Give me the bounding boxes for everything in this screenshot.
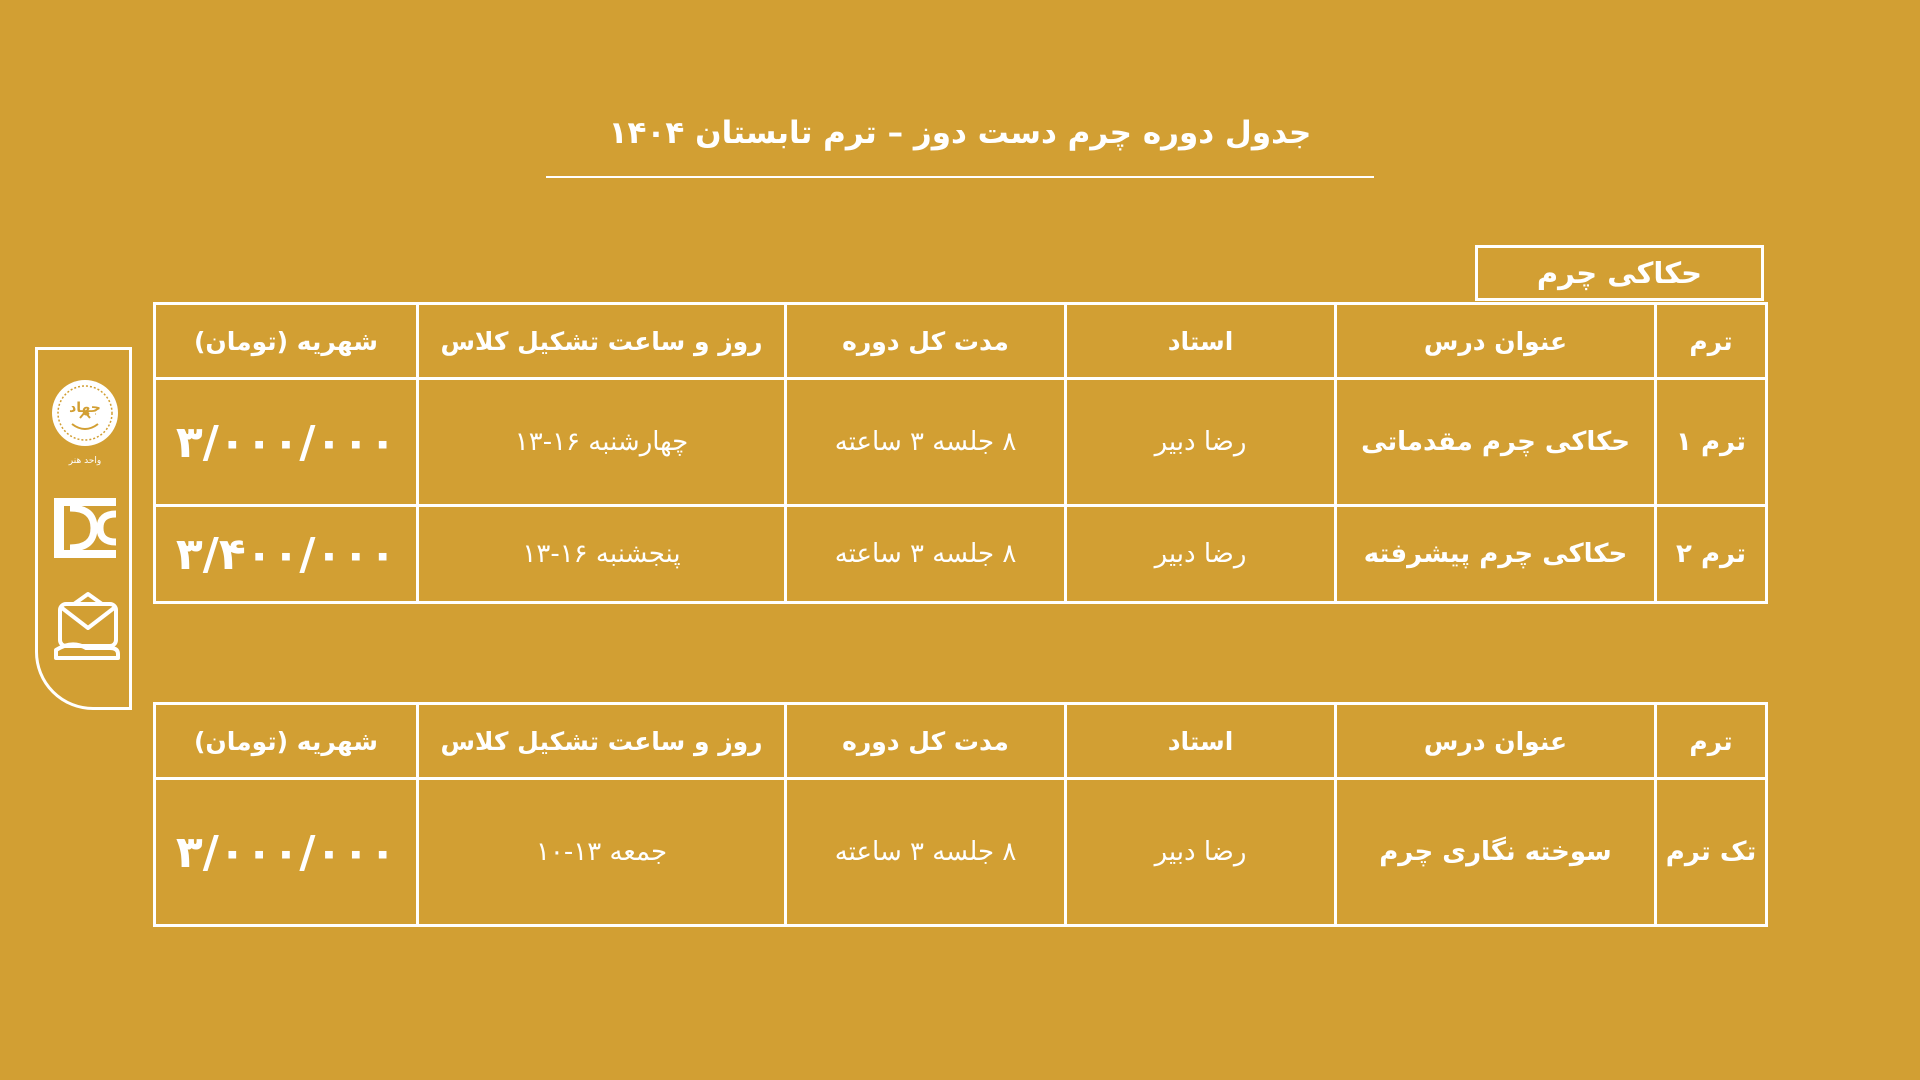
header-course-title: عنوان درس — [1336, 304, 1656, 379]
header-duration: مدت کل دوره — [786, 704, 1066, 779]
course-table-pyrography — [153, 702, 1768, 927]
cell-schedule: چهارشنبه ۱۶-۱۳ — [418, 379, 786, 506]
cell-instructor: رضا دبیر — [1066, 506, 1336, 603]
title-divider — [546, 176, 1374, 178]
page-title: جدول دوره چرم دست دوز – ترم تابستان ۱۴۰۴ — [608, 115, 1312, 151]
cell-schedule: جمعه ۱۳-۱۰ — [418, 779, 786, 926]
cell-instructor: رضا دبیر — [1066, 779, 1336, 926]
table-row — [155, 779, 1767, 926]
mail-hand-icon — [52, 590, 124, 662]
cell-fee: ۳/۰۰۰/۰۰۰ — [155, 379, 418, 506]
header-fee: شهریه (تومان) — [155, 304, 418, 379]
cell-duration: ۸ جلسه ۳ ساعته — [786, 506, 1066, 603]
table-header-row — [155, 704, 1767, 779]
header-term: ترم — [1656, 704, 1767, 779]
header-fee: شهریه (تومان) — [155, 704, 418, 779]
cell-term: تک ترم — [1656, 779, 1767, 926]
section-label: حکاکی چرم — [1475, 245, 1764, 301]
header-schedule: روز و ساعت تشکیل کلاس — [418, 704, 786, 779]
institute-logo-icon — [50, 494, 120, 562]
header-duration: مدت کل دوره — [786, 304, 1066, 379]
sidebar-logo-panel — [35, 347, 132, 710]
table-header-row — [155, 304, 1767, 379]
cell-duration: ۸ جلسه ۳ ساعته — [786, 379, 1066, 506]
cell-term: ترم ۱ — [1656, 379, 1767, 506]
cell-schedule: پنجشنبه ۱۶-۱۳ — [418, 506, 786, 603]
table-row — [155, 379, 1767, 506]
course-table-engraving — [153, 302, 1768, 604]
header-schedule: روز و ساعت تشکیل کلاس — [418, 304, 786, 379]
cell-term: ترم ۲ — [1656, 506, 1767, 603]
header-instructor: استاد — [1066, 704, 1336, 779]
header-course-title: عنوان درس — [1336, 704, 1656, 779]
header-term: ترم — [1656, 304, 1767, 379]
header-instructor: استاد — [1066, 304, 1336, 379]
table-row — [155, 506, 1767, 603]
cell-course-title: حکاکی چرم مقدماتی — [1336, 379, 1656, 506]
cell-duration: ۸ جلسه ۳ ساعته — [786, 779, 1066, 926]
cell-course-title: حکاکی چرم پیشرفته — [1336, 506, 1656, 603]
cell-fee: ۳/۴۰۰/۰۰۰ — [155, 506, 418, 603]
cell-course-title: سوخته نگاری چرم — [1336, 779, 1656, 926]
cell-fee: ۳/۰۰۰/۰۰۰ — [155, 779, 418, 926]
seal-subtext: واحد هنر — [68, 456, 102, 466]
cell-instructor: رضا دبیر — [1066, 379, 1336, 506]
seal-text: جهاد — [69, 400, 101, 416]
jahad-seal-icon — [50, 378, 120, 466]
